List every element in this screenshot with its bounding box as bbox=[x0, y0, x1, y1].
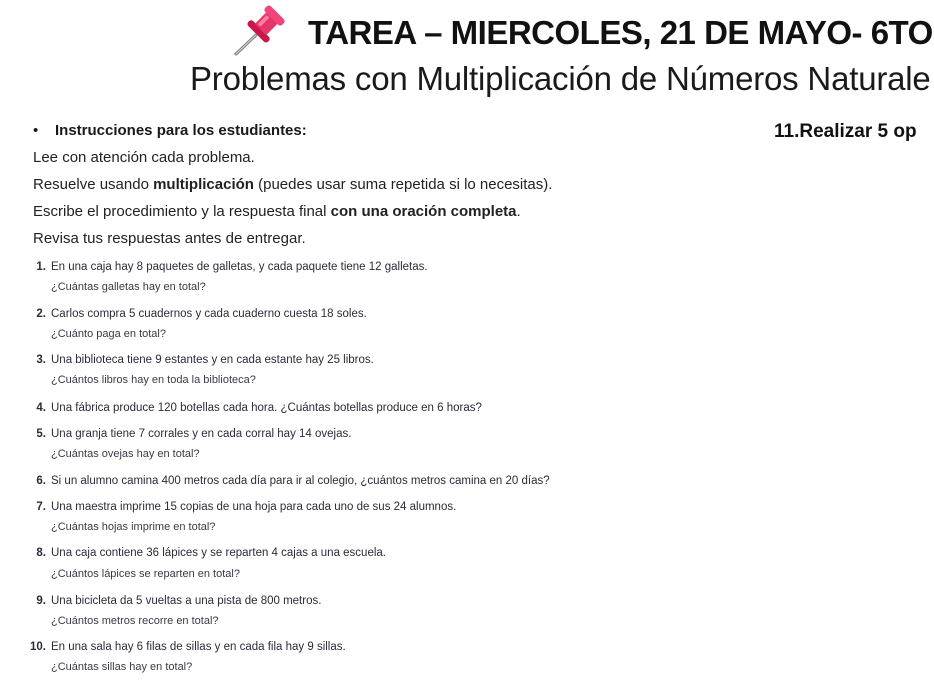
problem-question: ¿Cuánto paga en total? bbox=[51, 328, 166, 340]
problem-number: 8. bbox=[36, 547, 46, 559]
problem-text: Si un alumno camina 400 metros cada día para ir al colegio, ¿cuántos metros camina en 20 días? bbox=[51, 475, 550, 487]
problem-text: Una granja tiene 7 corrales y en cada corral hay 14 ovejas. bbox=[51, 428, 352, 440]
bullet-icon: • bbox=[33, 122, 39, 139]
instruction-line-3 bbox=[33, 203, 521, 220]
problem-question: ¿Cuántas galletas hay en total? bbox=[51, 281, 206, 293]
instructions-heading-text: Instrucciones para los estudiantes: bbox=[55, 122, 307, 139]
instruction-line-2 bbox=[33, 176, 552, 193]
problem-number: 4. bbox=[36, 402, 46, 414]
instruction-line-2-pre: Resuelve usando bbox=[33, 176, 154, 193]
problem-text: Una bicicleta da 5 vueltas a una pista de 800 metros. bbox=[51, 595, 322, 607]
problem-question: ¿Cuántos metros recorre en total? bbox=[51, 615, 219, 627]
problem-text: Carlos compra 5 cuadernos y cada cuaderno cuesta 18 soles. bbox=[51, 308, 367, 320]
problem-text: Una biblioteca tiene 9 estantes y en cada estante hay 25 libros. bbox=[51, 354, 374, 366]
page-title: TAREA – MIERCOLES, 21 DE MAYO- 6TO bbox=[308, 14, 933, 51]
problem-question: ¿Cuántos libros hay en toda la biblioteca? bbox=[51, 374, 256, 386]
instruction-line-2-bold: multiplicación bbox=[153, 176, 254, 193]
instruction-line-4: Revisa tus respuestas antes de entregar. bbox=[33, 230, 306, 247]
problem-text: En una caja hay 8 paquetes de galletas, y cada paquete tiene 12 galletas. bbox=[51, 261, 428, 273]
problem-number: 7. bbox=[36, 501, 46, 513]
problem-number: 6. bbox=[36, 475, 46, 487]
problem-number: 9. bbox=[36, 595, 46, 607]
instructions-heading bbox=[33, 122, 307, 139]
instruction-line-3-pre: Escribe el procedimiento y la respuesta final bbox=[33, 203, 331, 220]
side-note: 11.Realizar 5 op bbox=[774, 121, 917, 142]
problem-question: ¿Cuántos lápices se reparten en total? bbox=[51, 568, 240, 580]
problem-text: Una maestra imprime 15 copias de una hoja para cada uno de sus 24 alumnos. bbox=[51, 501, 457, 513]
problem-number: 5. bbox=[36, 428, 46, 440]
problem-question: ¿Cuántas hojas imprime en total? bbox=[51, 521, 216, 533]
problem-number: 1. bbox=[36, 261, 46, 273]
instruction-line-3-bold: con una oración completa bbox=[330, 203, 517, 220]
problem-number: 2. bbox=[36, 308, 46, 320]
problem-text: Una caja contiene 36 lápices y se reparten 4 cajas a una escuela. bbox=[51, 547, 386, 559]
problem-question: ¿Cuántas ovejas hay en total? bbox=[51, 448, 200, 460]
page-subtitle: Problemas con Multiplicación de Números Naturale bbox=[190, 60, 931, 97]
instruction-line-3-post: . bbox=[516, 203, 521, 220]
problem-question: ¿Cuántas sillas hay en total? bbox=[51, 661, 193, 673]
problem-number: 3. bbox=[36, 354, 46, 366]
instruction-line-1: Lee con atención cada problema. bbox=[33, 149, 255, 166]
pushpin-icon bbox=[230, 2, 292, 60]
problem-text: Una fábrica produce 120 botellas cada hora. ¿Cuántas botellas produce en 6 horas? bbox=[51, 402, 482, 414]
instruction-line-2-post: (puedes usar suma repetida si lo necesitas). bbox=[253, 176, 553, 193]
problem-number: 10. bbox=[30, 641, 46, 653]
problem-text: En una sala hay 6 filas de sillas y en cada fila hay 9 sillas. bbox=[51, 641, 346, 653]
